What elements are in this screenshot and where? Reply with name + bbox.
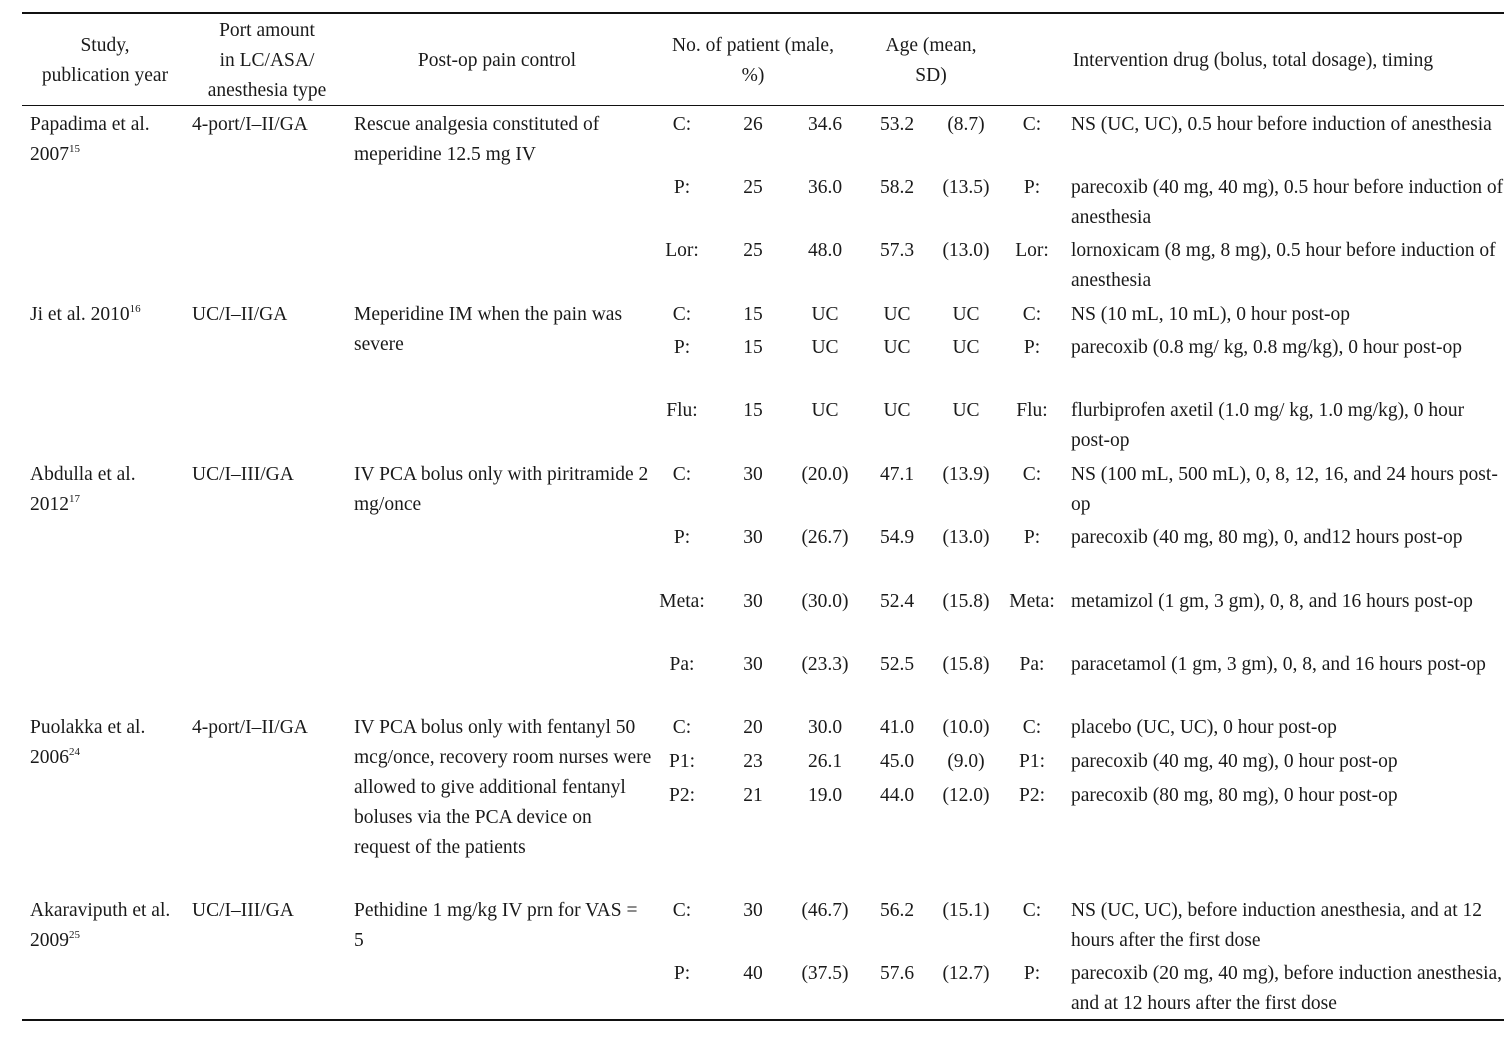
patient-count: 15 <box>743 337 763 358</box>
male-percent: UC <box>811 337 839 358</box>
age-mean: UC <box>883 400 911 421</box>
group-label-drug: C: <box>1022 464 1042 485</box>
age-mean: UC <box>883 304 911 325</box>
male-percent: (37.5) <box>801 963 849 984</box>
header-port: Port amount in LC/ASA/ anesthesia type <box>207 20 327 101</box>
age-sd: (12.0) <box>942 785 990 806</box>
age-sd: (15.1) <box>942 900 990 921</box>
age-mean: 56.2 <box>879 900 915 921</box>
study-name: Akaraviputh et al. 2009$^{25}$ <box>30 900 171 951</box>
pain-control: Meperidine IM when the pain was severe <box>354 304 623 355</box>
intervention-drug: lornoxicam (8 mg, 8 mg), 0.5 hour before induction of anesthesia <box>1071 240 1496 291</box>
age-sd: (8.7) <box>947 114 985 135</box>
age-mean: 52.5 <box>879 654 915 675</box>
group-label-drug: P1: <box>1018 751 1045 772</box>
intervention-drug: NS (UC, UC), 0.5 hour before induction of anesthesia <box>1071 114 1492 135</box>
group-label-drug: Pa: <box>1019 654 1045 675</box>
male-percent: (20.0) <box>801 464 849 485</box>
patient-count: 30 <box>743 591 763 612</box>
study-name: Puolakka et al. 2006$^{24}$ <box>30 717 146 768</box>
pain-control: Pethidine 1 mg/kg IV prn for VAS = 5 <box>354 900 638 951</box>
group-label: P: <box>673 963 691 984</box>
intervention-drug: NS (100 mL, 500 mL), 0, 8, 12, 16, and 24 hours post-op <box>1071 464 1498 515</box>
age-sd: UC <box>952 304 980 325</box>
age-mean: 41.0 <box>879 717 915 738</box>
age-mean: 47.1 <box>879 464 915 485</box>
male-percent: 30.0 <box>807 717 843 738</box>
group-label-drug: P: <box>1023 963 1041 984</box>
group-label-drug: C: <box>1022 304 1042 325</box>
patient-count: 30 <box>743 654 763 675</box>
top-rule <box>22 12 1504 14</box>
age-sd: (13.0) <box>942 527 990 548</box>
port-type: 4-port/I–II/GA <box>192 717 308 738</box>
intervention-drug: NS (10 mL, 10 mL), 0 hour post-op <box>1071 304 1350 325</box>
group-label: P: <box>673 177 691 198</box>
study-name: Abdulla et al. 2012$^{17}$ <box>30 464 136 515</box>
patient-count: 25 <box>743 240 763 261</box>
header-age: Age (mean, SD) <box>885 35 977 86</box>
pain-control: IV PCA bolus only with piritramide 2 mg/once <box>354 464 649 515</box>
male-percent: 19.0 <box>807 785 843 806</box>
group-label: P1: <box>668 751 695 772</box>
age-mean: 52.4 <box>879 591 915 612</box>
group-label-drug: Lor: <box>1015 240 1049 261</box>
group-label-drug: C: <box>1022 717 1042 738</box>
age-sd: (12.7) <box>942 963 990 984</box>
group-label: C: <box>672 900 692 921</box>
group-label-drug: Flu: <box>1016 400 1048 421</box>
male-percent: (30.0) <box>801 591 849 612</box>
group-label: P2: <box>668 785 695 806</box>
intervention-drug: parecoxib (20 mg, 40 mg), before induction anesthesia, and at 12 hours after the first dose <box>1071 963 1503 1014</box>
intervention-drug: flurbiprofen axetil (1.0 mg/ kg, 1.0 mg/kg), 0 hour post-op <box>1071 400 1465 451</box>
intervention-drug: parecoxib (0.8 mg/ kg, 0.8 mg/kg), 0 hour post-op <box>1071 337 1463 358</box>
age-mean: 45.0 <box>879 751 915 772</box>
pain-control: IV PCA bolus only with fentanyl 50 mcg/once, recovery room nurses were allowed to give additional fentanyl boluses via the PCA device on request of the patients <box>354 717 652 858</box>
patient-count: 26 <box>743 114 763 135</box>
male-percent: 26.1 <box>807 751 843 772</box>
male-percent: UC <box>811 400 839 421</box>
intervention-drug: parecoxib (80 mg, 80 mg), 0 hour post-op <box>1071 785 1398 806</box>
header-intervention-drug: Intervention drug (bolus, total dosage), timing <box>1072 50 1434 71</box>
age-mean: 54.9 <box>879 527 915 548</box>
male-percent: 48.0 <box>807 240 843 261</box>
bottom-rule <box>22 1019 1504 1021</box>
group-label-drug: P: <box>1023 177 1041 198</box>
group-label: Flu: <box>666 400 698 421</box>
intervention-drug: metamizol (1 gm, 3 gm), 0, 8, and 16 hours post-op <box>1071 591 1473 612</box>
age-sd: UC <box>952 400 980 421</box>
age-mean: 58.2 <box>879 177 915 198</box>
patient-count: 21 <box>743 785 763 806</box>
study-name: Papadima et al. 2007$^{15}$ <box>30 114 150 165</box>
patient-count: 40 <box>743 963 763 984</box>
age-mean: 57.6 <box>879 963 915 984</box>
age-sd: UC <box>952 337 980 358</box>
age-sd: (13.0) <box>942 240 990 261</box>
group-label: Meta: <box>659 591 705 612</box>
group-label: P: <box>673 527 691 548</box>
male-percent: UC <box>811 304 839 325</box>
header-pain-control: Post-op pain control <box>417 50 577 71</box>
header-study: Study, publication year <box>41 35 169 86</box>
male-percent: 36.0 <box>807 177 843 198</box>
intervention-drug: placebo (UC, UC), 0 hour post-op <box>1071 717 1337 738</box>
age-mean: UC <box>883 337 911 358</box>
group-label: C: <box>672 304 692 325</box>
group-label-drug: P2: <box>1018 785 1045 806</box>
pain-control: Rescue analgesia constituted of meperidine 12.5 mg IV <box>354 114 600 165</box>
port-type: UC/I–II/GA <box>192 304 288 325</box>
intervention-drug: parecoxib (40 mg, 80 mg), 0, and12 hours post-op <box>1071 527 1463 548</box>
age-sd: (15.8) <box>942 654 990 675</box>
patient-count: 30 <box>743 527 763 548</box>
age-mean: 57.3 <box>879 240 915 261</box>
patient-count: 30 <box>743 464 763 485</box>
group-label: C: <box>672 464 692 485</box>
patient-count: 15 <box>743 400 763 421</box>
group-label-drug: P: <box>1023 337 1041 358</box>
group-label-drug: C: <box>1022 114 1042 135</box>
patient-count: 15 <box>743 304 763 325</box>
port-type: UC/I–III/GA <box>192 900 294 921</box>
male-percent: (23.3) <box>801 654 849 675</box>
male-percent: (46.7) <box>801 900 849 921</box>
age-sd: (13.9) <box>942 464 990 485</box>
patient-count: 23 <box>743 751 763 772</box>
age-mean: 44.0 <box>879 785 915 806</box>
age-mean: 53.2 <box>879 114 915 135</box>
group-label: Pa: <box>669 654 695 675</box>
port-type: 4-port/I–II/GA <box>192 114 308 135</box>
intervention-drug: parecoxib (40 mg, 40 mg), 0.5 hour before induction of anesthesia <box>1071 177 1504 228</box>
group-label: Lor: <box>665 240 699 261</box>
intervention-drug: parecoxib (40 mg, 40 mg), 0 hour post-op <box>1071 751 1398 772</box>
header-patients: No. of patient (male, %) <box>672 35 834 86</box>
patient-count: 20 <box>743 717 763 738</box>
group-label: C: <box>672 717 692 738</box>
group-label-drug: P: <box>1023 527 1041 548</box>
patient-count: 30 <box>743 900 763 921</box>
group-label: P: <box>673 337 691 358</box>
age-sd: (13.5) <box>942 177 990 198</box>
age-sd: (10.0) <box>942 717 990 738</box>
male-percent: 34.6 <box>807 114 843 135</box>
group-label-drug: C: <box>1022 900 1042 921</box>
intervention-drug: paracetamol (1 gm, 3 gm), 0, 8, and 16 hours post-op <box>1071 654 1486 675</box>
port-type: UC/I–III/GA <box>192 464 294 485</box>
group-label: C: <box>672 114 692 135</box>
study-name: Ji et al. 2010$^{16}$ <box>30 303 141 325</box>
age-sd: (15.8) <box>942 591 990 612</box>
patient-count: 25 <box>743 177 763 198</box>
intervention-drug: NS (UC, UC), before induction anesthesia, and at 12 hours after the first dose <box>1071 900 1483 951</box>
male-percent: (26.7) <box>801 527 849 548</box>
age-sd: (9.0) <box>947 751 985 772</box>
group-label-drug: Meta: <box>1009 591 1055 612</box>
